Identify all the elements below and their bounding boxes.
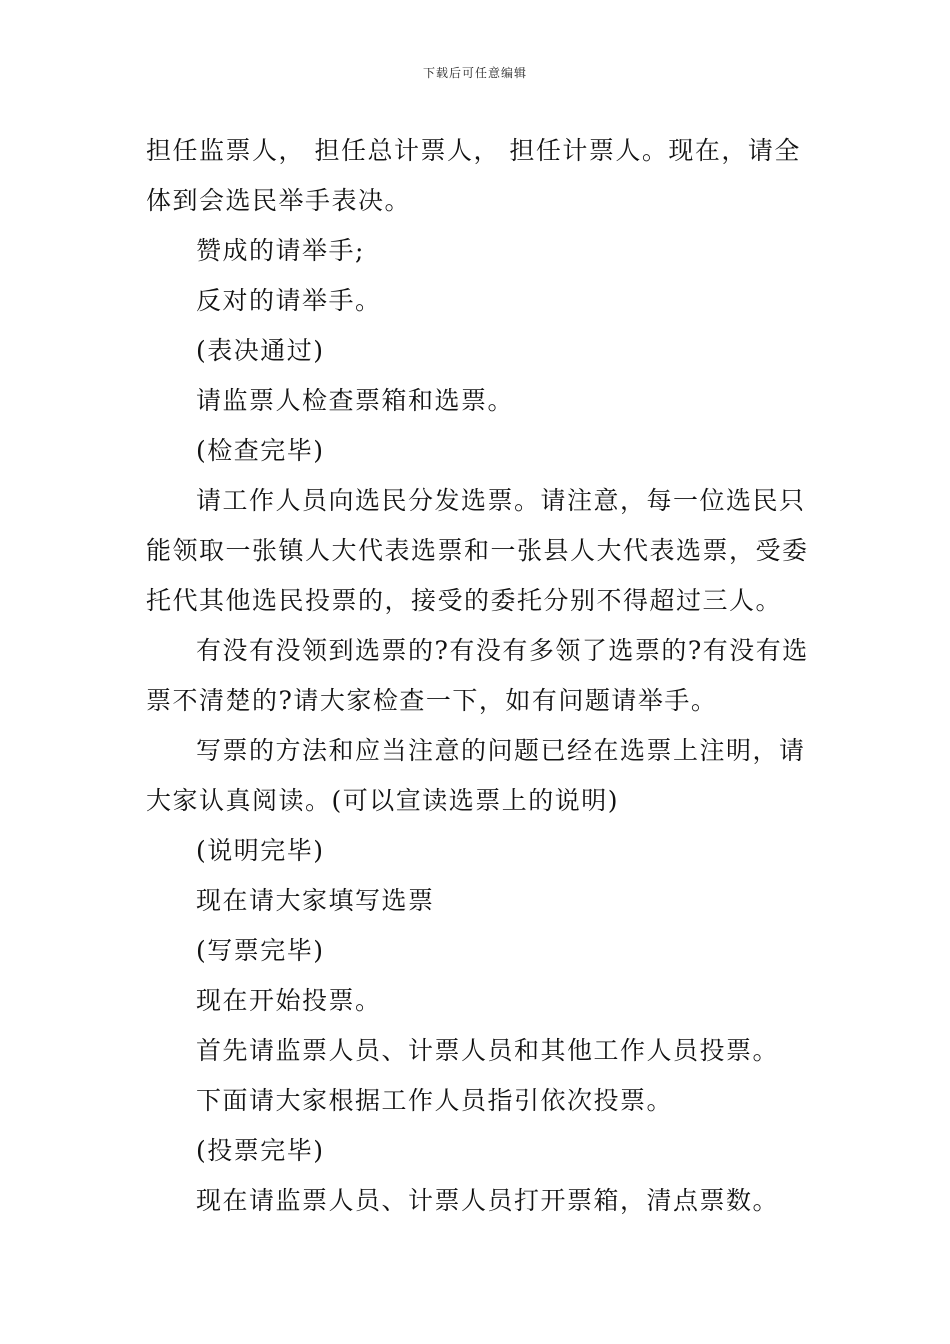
paragraph (146, 426, 810, 476)
paragraph (146, 1126, 810, 1176)
text-line: 托代其他选民投票的，接受的委托分别不得超过三人。 (146, 586, 783, 615)
paragraph (146, 1076, 810, 1126)
document-body (146, 126, 810, 1226)
paragraph (146, 326, 810, 376)
text-line: 反对的请举手。 (196, 286, 382, 315)
paragraph (146, 626, 810, 726)
text-line: 下面请大家根据工作人员指引依次投票。 (196, 1086, 674, 1115)
text-line: 有没有没领到选票的?有没有多领了选票的?有没有选 (196, 636, 809, 665)
text-line: 请监票人检查票箱和选票。 (196, 386, 515, 415)
paragraph (146, 876, 810, 926)
text-line: 首先请监票人员、计票人员和其他工作人员投票。 (196, 1036, 780, 1065)
paragraph (146, 926, 810, 976)
text-line: 大家认真阅读。(可以宣读选票上的说明) (146, 786, 620, 815)
paragraph (146, 276, 810, 326)
paragraph (146, 376, 810, 426)
text-line: 赞成的请举手; (196, 236, 365, 265)
paragraph (146, 126, 810, 226)
text-line: 担任监票人， 担任总计票人， 担任计票人。现在，请全 (146, 136, 801, 165)
paragraph (146, 826, 810, 876)
text-line: 票不清楚的?请大家检查一下，如有问题请举手。 (146, 686, 718, 715)
paragraph (146, 476, 810, 626)
page-header: 下载后可任意编辑 (422, 66, 527, 80)
text-line: (投票完毕) (196, 1136, 325, 1165)
paragraph (146, 1176, 810, 1226)
paragraph (146, 1026, 810, 1076)
text-line: (写票完毕) (196, 936, 325, 965)
paragraph (146, 976, 810, 1026)
text-line: (说明完毕) (196, 836, 325, 865)
text-line: (检查完毕) (196, 436, 325, 465)
paragraph (146, 226, 810, 276)
text-line: 现在请大家填写选票 (196, 886, 435, 915)
text-line: 现在请监票人员、计票人员打开票箱，清点票数。 (196, 1186, 780, 1215)
paragraph (146, 726, 810, 826)
text-line: 能领取一张镇人大代表选票和一张县人大代表选票，受委 (146, 536, 809, 565)
text-line: (表决通过) (196, 336, 325, 365)
text-line: 现在开始投票。 (196, 986, 382, 1015)
text-line: 体到会选民举手表决。 (146, 186, 412, 215)
text-line: 请工作人员向选民分发选票。请注意，每一位选民只 (196, 486, 806, 515)
text-line: 写票的方法和应当注意的问题已经在选票上注明，请 (196, 736, 806, 765)
